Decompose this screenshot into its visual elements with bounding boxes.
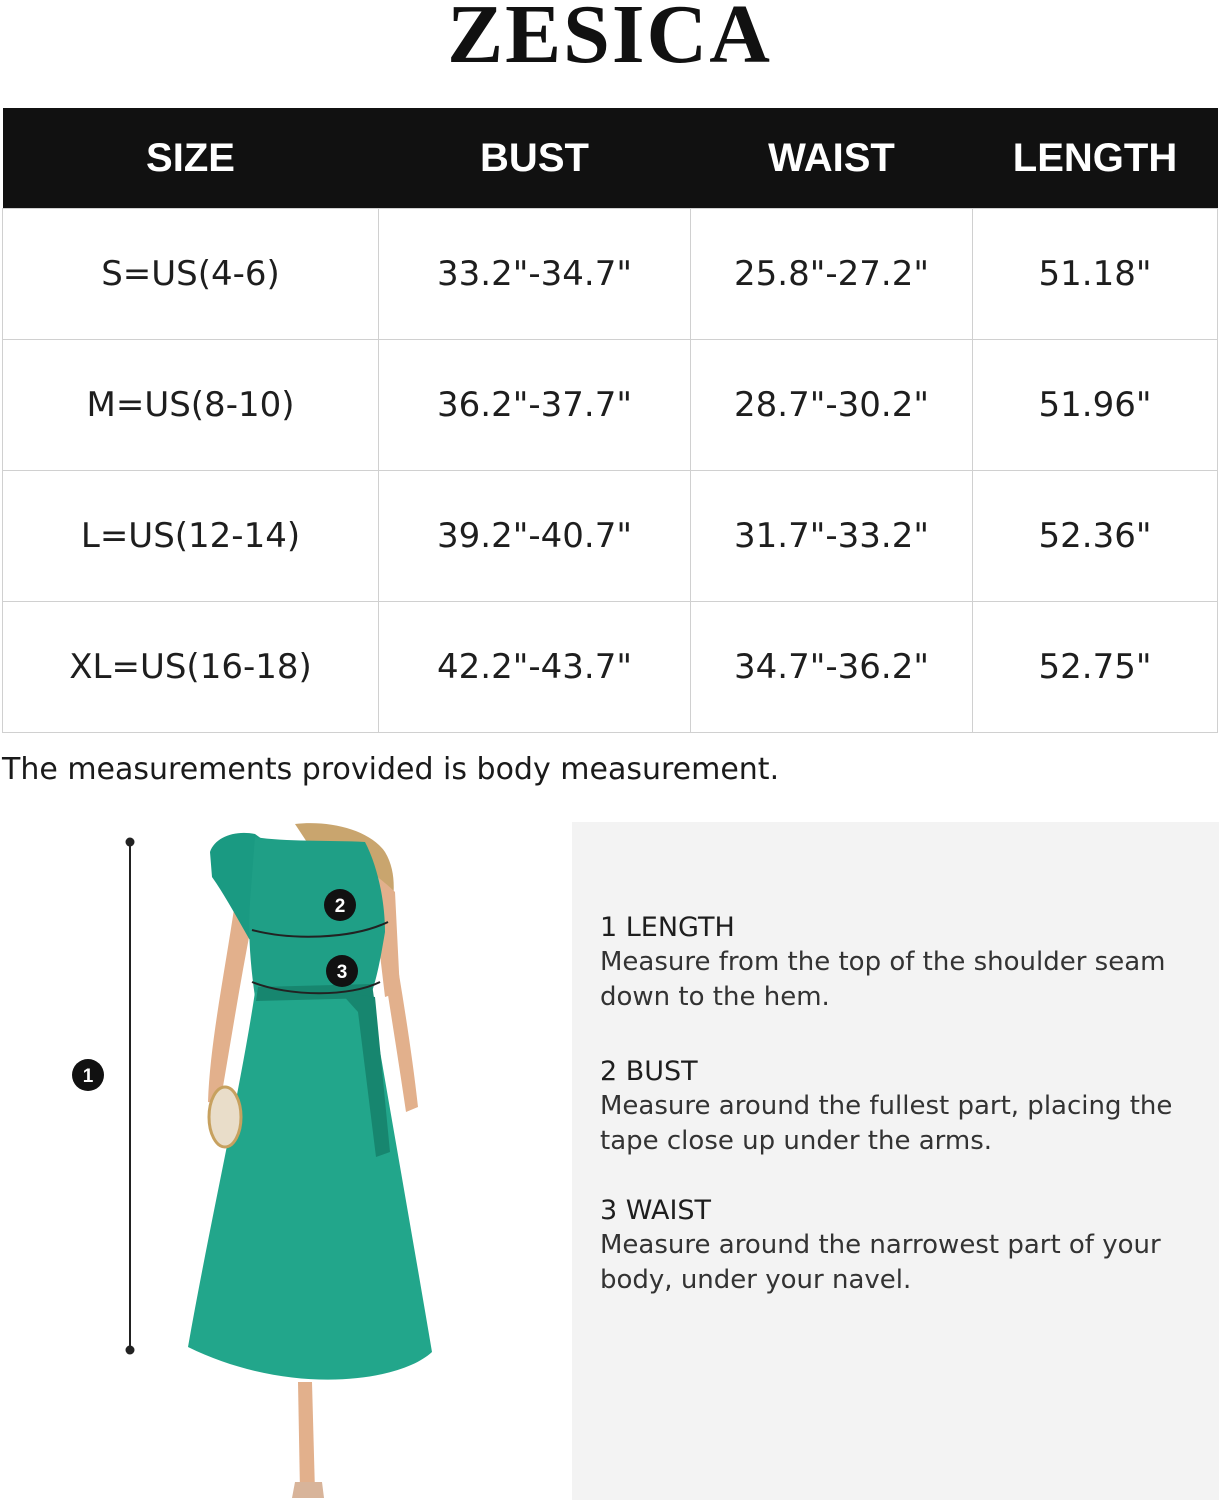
measurement-note: The measurements provided is body measurement. [2,752,780,787]
cell-size: L=US(12-14) [3,471,379,602]
cell-length: 52.75" [973,602,1218,733]
marker-1-label: 1 [82,1066,94,1087]
header-bust: BUST [379,108,691,209]
instruction-text: Measure around the narrowest part of your body, under your navel. [600,1230,1161,1295]
instruction-waist [600,1193,1200,1298]
instruction-heading: 3 WAIST [600,1195,712,1226]
header-size: SIZE [3,108,379,209]
instruction-bust [600,1054,1200,1159]
table-row [3,209,1218,340]
table-row [3,602,1218,733]
instruction-text: Measure around the fullest part, placing the tape close up under the arms. [600,1091,1173,1156]
instruction-text: Measure from the top of the shoulder seam down to the hem. [600,947,1166,1012]
instruction-heading: 2 BUST [600,1056,698,1087]
instruction-heading: 1 LENGTH [600,912,735,943]
length-line-top-dot [126,838,135,847]
size-chart-table [2,108,1218,733]
cell-size: XL=US(16-18) [3,602,379,733]
marker-3-label: 3 [336,962,348,983]
cell-bust: 39.2"-40.7" [379,471,691,602]
cell-size: S=US(4-6) [3,209,379,340]
measurement-instructions-panel [572,822,1219,1500]
marker-2-label: 2 [334,896,346,917]
cell-waist: 25.8"-27.2" [691,209,973,340]
cell-waist: 28.7"-30.2" [691,340,973,471]
length-line-bottom-dot [126,1346,135,1355]
dress-bodice [249,837,385,997]
legs [298,1382,315,1492]
table-row [3,340,1218,471]
shoe [292,1482,324,1498]
table-row [3,471,1218,602]
cell-bust: 36.2"-37.7" [379,340,691,471]
clutch-bag [209,1087,241,1147]
cell-length: 51.96" [973,340,1218,471]
instruction-length [600,910,1200,1015]
cell-size: M=US(8-10) [3,340,379,471]
cell-length: 51.18" [973,209,1218,340]
cell-waist: 34.7"-36.2" [691,602,973,733]
header-length: LENGTH [973,108,1218,209]
brand-logo: ZESICA [447,0,772,81]
cell-bust: 42.2"-43.7" [379,602,691,733]
cell-waist: 31.7"-33.2" [691,471,973,602]
header-waist: WAIST [691,108,973,209]
table-header-row [3,108,1218,209]
dress-illustration [40,822,560,1500]
cell-bust: 33.2"-34.7" [379,209,691,340]
dress-figure [40,822,560,1500]
cell-length: 52.36" [973,471,1218,602]
